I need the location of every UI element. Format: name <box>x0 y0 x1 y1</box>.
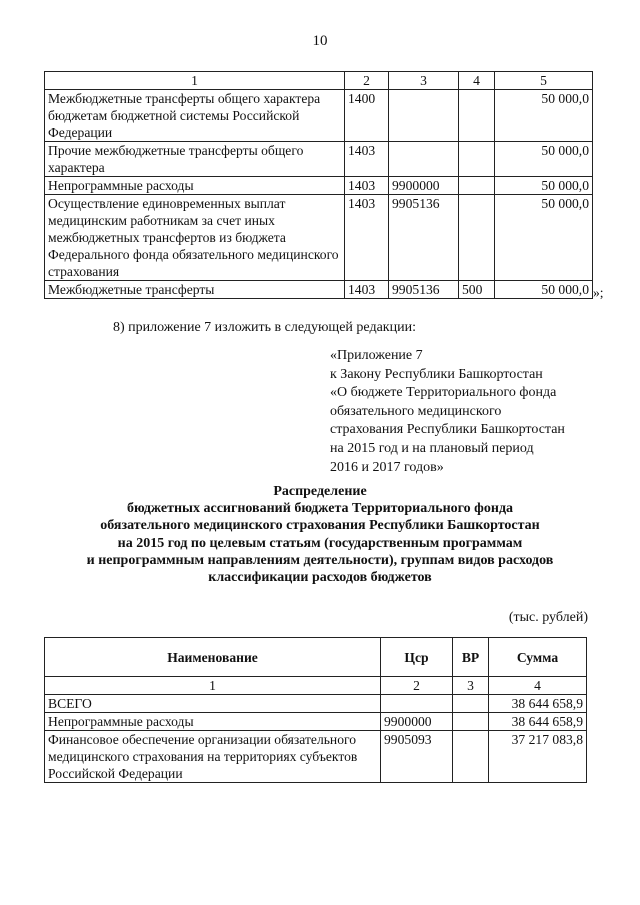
row-name: Межбюджетные трансферты <box>45 281 345 299</box>
row-sum: 38 644 658,9 <box>489 695 587 713</box>
row-name: Финансовое обеспечение организации обязательного медицинского страхования на территориях субъектов Российской Федерации <box>45 731 381 783</box>
appendix-line: страхования Республики Башкортостан <box>330 422 565 438</box>
row-vr <box>459 142 495 177</box>
row-sum: 37 217 083,8 <box>489 731 587 783</box>
row-csr: 9905136 <box>389 195 459 281</box>
appendix-line: на 2015 год и на плановый период <box>330 440 534 456</box>
budget-table-target-articles <box>44 637 587 783</box>
title-line: Распределение <box>273 484 367 499</box>
document-title <box>0 483 640 586</box>
row-vr: 500 <box>459 281 495 299</box>
table-header-row <box>45 72 593 90</box>
row-rz: 1403 <box>345 281 389 299</box>
col-header-1: 1 <box>45 72 345 90</box>
title-line: классификации расходов бюджетов <box>208 570 432 586</box>
row-name: Межбюджетные трансферты общего характера бюджетам бюджетной системы Российской Федерации <box>45 90 345 142</box>
row-rz: 1400 <box>345 90 389 142</box>
title-line: и непрограммным направлениям деятельности), группам видов расходов <box>86 552 554 568</box>
col-header-name: Наименование <box>45 638 381 677</box>
page-number: 10 <box>312 33 328 49</box>
row-name: Прочие межбюджетные трансферты общего характера <box>45 142 345 177</box>
row-vr <box>459 177 495 195</box>
row-sum: 50 000,0 <box>495 142 593 177</box>
table-row <box>45 90 593 142</box>
row-rz: 1403 <box>345 177 389 195</box>
row-vr <box>453 695 489 713</box>
table-row <box>45 177 593 195</box>
units-label: (тыс. рублей) <box>508 610 588 625</box>
table-row <box>45 695 587 713</box>
row-csr: 9905136 <box>389 281 459 299</box>
row-rz: 1403 <box>345 142 389 177</box>
col-number-4: 4 <box>489 677 587 695</box>
table-row <box>45 281 593 299</box>
row-csr <box>389 142 459 177</box>
row-csr: 9905093 <box>381 731 453 783</box>
col-header-3: 3 <box>389 72 459 90</box>
row-name: ВСЕГО <box>45 695 381 713</box>
col-header-sum: Сумма <box>489 638 587 677</box>
title-line: обязательного медицинского страхования Республики Башкортостан <box>100 518 540 534</box>
row-sum: 50 000,0 <box>495 90 593 142</box>
appendix-line: обязательного медицинского <box>330 403 502 419</box>
col-header-5: 5 <box>495 72 593 90</box>
row-csr: 9900000 <box>389 177 459 195</box>
row-sum: 50 000,0 <box>495 177 593 195</box>
table-row <box>45 713 587 731</box>
row-vr <box>453 731 489 783</box>
row-name: Непрограммные расходы <box>45 177 345 195</box>
amendment-item-8: 8) приложение 7 изложить в следующей редакции: <box>113 320 416 335</box>
col-number-1: 1 <box>45 677 381 695</box>
title-line: бюджетных ассигнований бюджета Территориального фонда <box>126 501 514 517</box>
row-sum: 50 000,0 <box>495 281 593 299</box>
col-number-3: 3 <box>453 677 489 695</box>
row-vr <box>453 713 489 731</box>
appendix-header <box>330 347 565 477</box>
row-vr <box>459 195 495 281</box>
col-header-2: 2 <box>345 72 389 90</box>
row-name: Осуществление единовременных выплат медицинским работникам за счет иных межбюджетных трансфертов из бюджета Федерального фонда обязательного медицинского страхования <box>45 195 345 281</box>
row-csr: 9900000 <box>381 713 453 731</box>
col-header-csr: Цср <box>381 638 453 677</box>
title-line: на 2015 год по целевым статьям (государственным программам <box>117 535 523 551</box>
table-row <box>45 142 593 177</box>
row-csr <box>381 695 453 713</box>
table-row <box>45 195 593 281</box>
appendix-line: к Закону Республики Башкортостан <box>330 366 543 382</box>
row-rz: 1403 <box>345 195 389 281</box>
row-csr <box>389 90 459 142</box>
row-vr <box>459 90 495 142</box>
appendix-line: «О бюджете Территориального фонда <box>330 385 557 401</box>
closing-quote: »; <box>593 285 604 300</box>
col-header-4: 4 <box>459 72 495 90</box>
budget-table-sections <box>44 71 593 299</box>
appendix-line: 2016 и 2017 годов» <box>330 459 444 475</box>
row-name: Непрограммные расходы <box>45 713 381 731</box>
col-header-vr: ВР <box>453 638 489 677</box>
table-header-row <box>45 638 587 677</box>
row-sum: 38 644 658,9 <box>489 713 587 731</box>
column-numbers-row <box>45 677 587 695</box>
col-number-2: 2 <box>381 677 453 695</box>
appendix-line: «Приложение 7 <box>330 348 423 363</box>
row-sum: 50 000,0 <box>495 195 593 281</box>
table-row <box>45 731 587 783</box>
